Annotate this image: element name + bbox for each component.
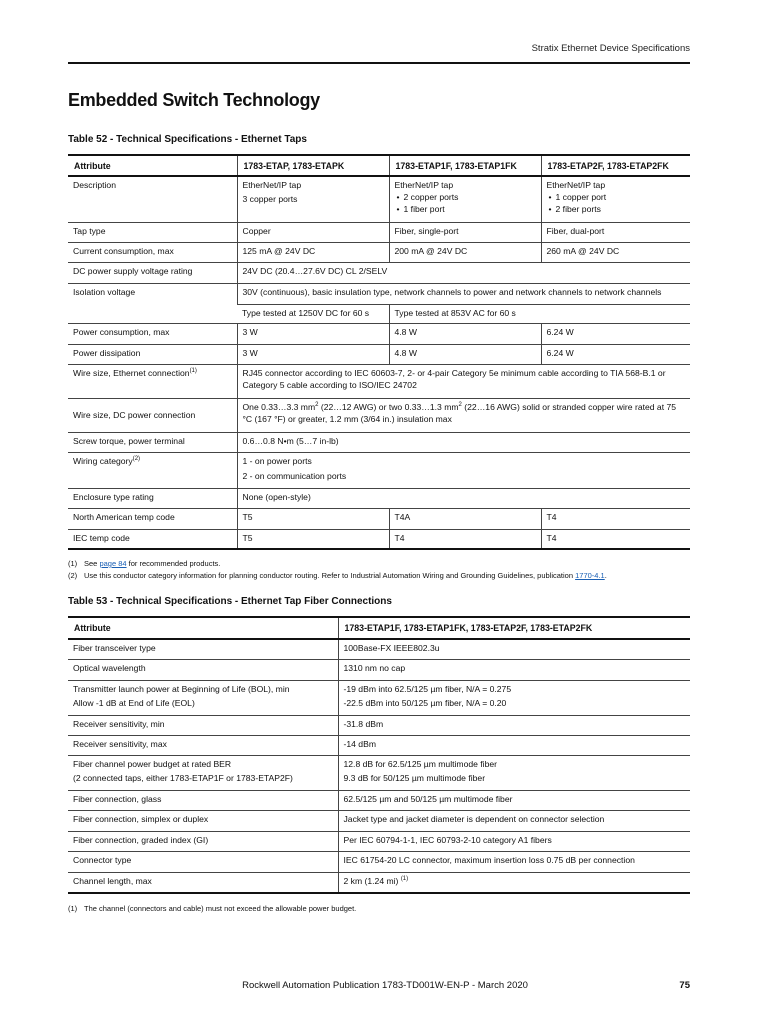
table-cell: T5 [237,529,389,549]
table-cell: Type tested at 1250V DC for 60 s [237,304,389,323]
table-cell [237,398,690,432]
table-cell: 6.24 W [541,344,690,364]
table-cell: 200 mA @ 24V DC [389,242,541,262]
table-cell: Fiber, dual-port [541,222,690,242]
table-row [68,222,690,242]
table-row [68,344,690,364]
row-label: Optical wavelength [68,659,338,680]
list-item: • 2 fiber ports [547,203,686,215]
row-label: IEC temp code [68,529,237,549]
section-title: Embedded Switch Technology [68,90,320,110]
row-label: Description [68,176,237,222]
column-header: Attribute [68,155,237,176]
column-header: 1783-ETAP, 1783-ETAPK [237,155,389,176]
table53-caption: Table 53 - Technical Specifications - Ethernet Tap Fiber Connections [68,596,392,607]
column-header: 1783-ETAP1F, 1783-ETAP1FK [389,155,541,176]
table-row [68,680,690,715]
row-label-line: (2 connected taps, either 1783-ETAP1F or 1783-ETAP2F) [73,772,293,783]
table-cell: 3 W [237,323,389,344]
table-cell: 260 mA @ 24V DC [541,242,690,262]
table-cell: -14 dBm [338,735,690,755]
table-row [68,831,690,851]
table-row [68,398,690,432]
list-item: • 2 copper ports [395,191,536,203]
row-label: North American temp code [68,508,237,529]
table-row [68,242,690,262]
row-label: Receiver sensitivity, max [68,735,338,755]
table-cell: 30V (continuous), basic insulation type, network channels to power and network channels to network channels [237,283,690,304]
cell-text: One 0.33…3.3 mm [242,401,316,412]
table-row [68,262,690,283]
cell-line: 2 - on communication ports [242,470,347,481]
table-row [68,810,690,831]
list-item: • 1 copper port [547,191,686,203]
cell-line: EtherNet/IP tap [546,180,606,190]
table-row [68,283,690,304]
list-item: • 1 fiber port [395,203,536,215]
row-label: Connector type [68,851,338,872]
table-row [68,851,690,872]
row-label: DC power supply voltage rating [68,262,237,283]
row-label [68,755,338,790]
row-label: Power dissipation [68,344,237,364]
footnote [68,904,690,913]
footnote-ref: (1) [400,875,409,882]
row-label-text: Wire size, Ethernet connection [73,367,190,378]
row-label-line: Transmitter launch power at Beginning of Life (BOL), min [73,683,290,694]
cell-line: -19 dBm into 62.5/125 µm fiber, N/A = 0.275 [343,683,512,694]
row-label: Channel length, max [68,872,338,893]
cell-text: 2 km (1.24 mi) [343,875,399,886]
table-cell: Fiber, single-port [389,222,541,242]
table-row [68,659,690,680]
table53-header-row [68,617,690,639]
table-cell [541,176,690,222]
table-cell: 24V DC (20.4…27.6V DC) CL 2/SELV [237,262,690,283]
cell-text: (22…12 AWG) or two 0.33…1.3 mm [318,401,459,412]
footnote-text: Use this conductor category information for planning conductor routing. Refer to Industrial Automation Wiring and Grounding Guidelines, publication [84,571,576,580]
footnote-text: The channel (connectors and cable) must not exceed the allowable power budget. [84,904,357,913]
bullet-list [547,191,686,215]
row-label-line: Fiber channel power budget at rated BER [73,758,232,769]
table-cell: 0.6…0.8 N•m (5…7 in-lb) [237,432,690,452]
row-label [68,680,338,715]
table-cell: IEC 61754-20 LC connector, maximum insertion loss 0.75 dB per connection [338,851,690,872]
row-label: Fiber transceiver type [68,639,338,659]
footnote-ref: (2) [132,455,141,462]
table-cell: T5 [237,508,389,529]
table-cell: Per IEC 60794-1-1, IEC 60793-2-10 category A1 fibers [338,831,690,851]
table-cell: 6.24 W [541,323,690,344]
row-label: Enclosure type rating [68,488,237,508]
row-label: Power consumption, max [68,323,237,344]
superscript: 2 [315,401,319,408]
table-cell: 4.8 W [389,344,541,364]
row-label-line: Allow -1 dB at End of Life (EOL) [73,697,195,708]
table-row [68,508,690,529]
bullet-list [395,191,536,215]
row-label: Screw torque, power terminal [68,432,237,452]
footnote-number: (1) [68,904,78,913]
table-cell: 4.8 W [389,323,541,344]
table-cell: 62.5/125 µm and 50/125 µm multimode fiber [338,790,690,810]
row-label-text: Wiring category [73,455,133,466]
table-cell [237,452,690,488]
header-rule [68,62,690,64]
table-cell: RJ45 connector according to IEC 60603-7, 2- or 4-pair Category 5e minimum cable according to TIA 568-B.1 or Category 5 cable according to ISO/IEC 24702 [237,364,690,398]
table-cell [237,176,389,222]
table-row [68,176,690,222]
footnote [68,571,690,580]
table-row [68,790,690,810]
cell-line: 3 copper ports [242,194,298,204]
table-cell: 100Base-FX IEEE802.3u [338,639,690,659]
cell-line: 12.8 dB for 62.5/125 µm multimode fiber [343,758,498,769]
footnote-text: for recommended products. [126,559,221,568]
table52-caption: Table 52 - Technical Specifications - Ethernet Taps [68,134,307,145]
row-label: Wire size, DC power connection [68,398,237,432]
table-row [68,872,690,893]
footnote-number: (1) [68,559,78,568]
column-header: Attribute [68,617,338,639]
row-label: Isolation voltage [68,283,237,323]
cell-line: 1 - on power ports [242,455,312,466]
footnote [68,559,690,568]
publication-link[interactable]: 1770-4.1 [575,571,605,580]
table-cell: Jacket type and jacket diameter is dependent on connector selection [338,810,690,831]
cell-line: 9.3 dB for 50/125 µm multimode fiber [343,772,486,783]
running-head: Stratix Ethernet Device Specifications [531,43,690,54]
table-row [68,364,690,398]
row-label: Fiber connection, glass [68,790,338,810]
table-row [68,488,690,508]
table-row [68,639,690,659]
footnote-ref: (1) [189,367,197,374]
row-label: Current consumption, max [68,242,237,262]
column-header: 1783-ETAP2F, 1783-ETAP2FK [541,155,690,176]
table-cell: T4 [541,508,690,529]
footnote-number: (2) [68,571,78,580]
footer-publication: Rockwell Automation Publication 1783-TD001W-EN-P - March 2020 [242,980,528,991]
table-cell: -31.8 dBm [338,715,690,735]
row-label: Fiber connection, simplex or duplex [68,810,338,831]
table-cell: 3 W [237,344,389,364]
table53 [68,616,690,894]
table-row [68,323,690,344]
table-cell [338,755,690,790]
row-label: Fiber connection, graded index (GI) [68,831,338,851]
table-cell: Type tested at 853V AC for 60 s [389,304,690,323]
table-row [68,529,690,549]
superscript: 2 [458,401,462,408]
table-cell: 125 mA @ 24V DC [237,242,389,262]
table-cell: T4 [389,529,541,549]
page-number: 75 [679,980,690,991]
table-row [68,735,690,755]
table-cell [389,176,541,222]
table-row [68,715,690,735]
cell-line: EtherNet/IP tap [242,180,302,190]
table52 [68,154,690,550]
cell-line: EtherNet/IP tap [394,180,454,190]
table-cell: 1310 nm no cap [338,659,690,680]
column-header: 1783-ETAP1F, 1783-ETAP1FK, 1783-ETAP2F, 1783-ETAP2FK [338,617,690,639]
table-cell [338,680,690,715]
table-row [68,432,690,452]
table52-header-row [68,155,690,176]
cell-line: -22.5 dBm into 50/125 µm fiber, N/A = 0.20 [343,697,507,708]
cell-text: (22…16 AWG) solid or stranded copper wire rated at 75 °C (167 °F) or greater, 1.2 mm (3/64 in.) insulation max [242,401,677,424]
row-label: Receiver sensitivity, min [68,715,338,735]
table-cell [338,872,690,893]
table-row [68,452,690,488]
footnote-text: See [84,559,100,568]
row-label [68,364,237,398]
row-label: Tap type [68,222,237,242]
table-cell: T4A [389,508,541,529]
table-cell: None (open-style) [237,488,690,508]
table-row [68,755,690,790]
table-cell: Copper [237,222,389,242]
footnote-text: . [604,571,607,580]
row-label [68,452,237,488]
table-cell: T4 [541,529,690,549]
page-link[interactable]: page 84 [99,559,127,568]
